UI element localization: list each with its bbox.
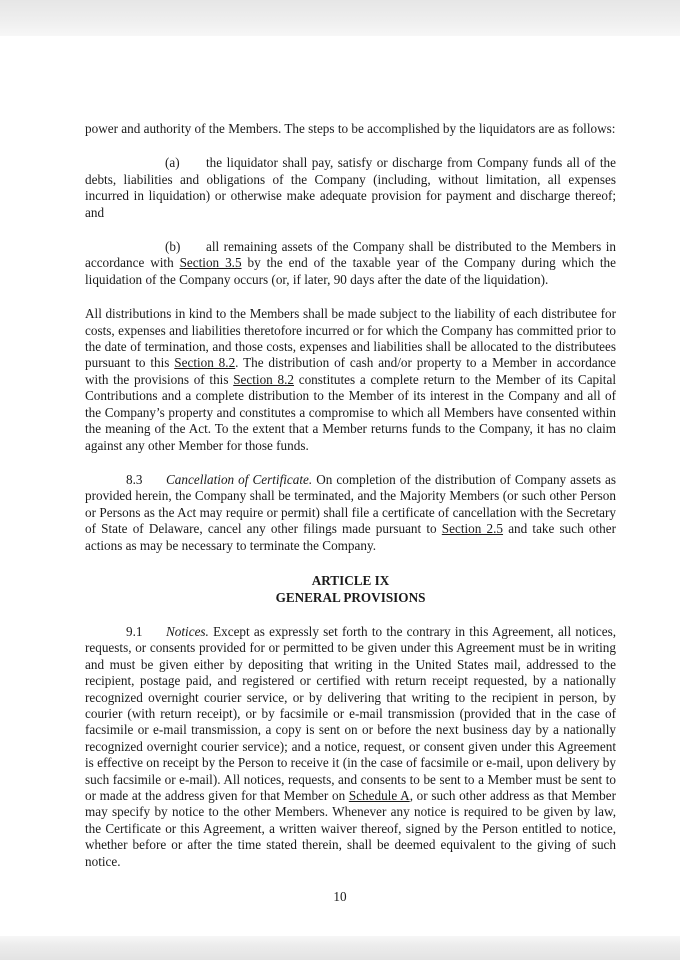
scan-top-band [0,0,680,36]
list-item-a [85,155,616,221]
paragraph-liquidator-steps: power and authority of the Members. The steps to be accomplished by the liquidators are as follows: [85,121,616,136]
article-subtitle: GENERAL PROVISIONS [275,589,426,605]
section-8-3-text-1: On completion of the distribution of Company assets as provided herein, the Company shall be terminated, and the Majority Members (or such other Person or Persons as the Act may require or permit) shall file a certificate of cancellation with the Secretary of State of Delaware, cancel any other filings made pursuant to [85,471,616,537]
section-9-1-text-2: , or such other address as that Member may specify by notice to the other Members. Whenever any notice is required to be given by law, the Certificate or this Agreement, a written waiver thereof, signed by the Person entitled to notice, whether before or after the time stated therein, shall be deemed equivalent to the giving of such notice. [85,788,616,869]
paragraph-distributions-in-kind [85,306,616,454]
section-2-5-reference: Section 2.5 [441,521,504,537]
schedule-a-reference: Schedule A [348,788,410,803]
scan-bottom-band [0,936,680,960]
section-8-2-reference-1: Section 8.2 [174,355,236,371]
section-8-3-heading: Cancellation of Certificate. [166,471,313,487]
distributions-text-1: All distributions in kind to the Members shall be made subject to the liability of each distributee for costs, expenses and liabilities theretofore incurred or for which the Company has committed prior to the date of termination, and those costs, expenses and liabilities shall be allocated to the distributees pursuant to this [85,306,616,371]
document-page [85,121,616,888]
item-b-text-1: all remaining assets of the Company shall be distributed to the Members in accordance with [85,239,616,271]
distributions-text-2: . The distribution of cash and/or property to a Member in accordance with the provisions of this [85,355,616,387]
item-b-text-2: by the end of the taxable year of the Company during which the liquidation of the Company occurs (or, if later, 90 days after the date of the liquidation). [85,255,616,287]
page-number: 10 [333,889,347,904]
item-b-label: (b) [165,239,181,255]
section-3-5-reference: Section 3.5 [179,255,242,271]
section-9-1-text-1: Except as expressly set forth to the contrary in this Agreement, all notices, requests, or consents provided for or permitted to be given under this Agreement must be in writing and must be given either by depositing that writing in the United States mail, addressed to the recipient, postage paid, and registered or certified with return receipt requested, by a nationally recognized overnight courier service, or by delivering that writing to the recipient in person, by courier (with return receipt), or by facsimile or e-mail transmission (provided that in the case of facsimile or e-mail transmission, a copy is sent on or before the next business day by a nationally recognized overnight courier service); and a notice, request, or consent given under this Agreement is effective on receipt by the Person to receive it (in the case of facsimile or e-mail, upon delivery by such facsimile or e-mail). All notices, requests, and consents to be sent to a Member must be sent to or made at the address given for that Member on [85,623,616,803]
section-8-3-cancellation [85,472,616,554]
article-heading [85,572,616,606]
section-9-1-number: 9.1 [126,623,143,639]
section-9-1-notices [85,624,616,870]
section-8-2-reference-2: Section 8.2 [233,371,294,387]
distributions-text-3: constitutes a complete return to the Member of its Capital Contributions and a complete distribution to the Member of its interest in the Company and all of the Company’s property and constitutes a compromise to which all Members have consented within the meaning of the Act. To the extent that a Member returns funds to the Company, it has no claim against any other Member for those funds. [85,371,616,453]
section-9-1-heading: Notices. [166,623,209,639]
list-item-b [85,239,616,288]
item-a-label: (a) [165,155,180,171]
item-a-text: the liquidator shall pay, satisfy or discharge from Company funds all of the debts, liabilities and obligations of the Company (including, without limitation, all expenses incurred in liquidation) or otherwise make adequate provision for payment and discharge thereof; and [85,155,616,220]
article-title: ARTICLE IX [311,572,390,588]
section-8-3-text-2: and take such other actions as may be necessary to terminate the Company. [85,521,616,553]
section-8-3-number: 8.3 [126,471,143,487]
